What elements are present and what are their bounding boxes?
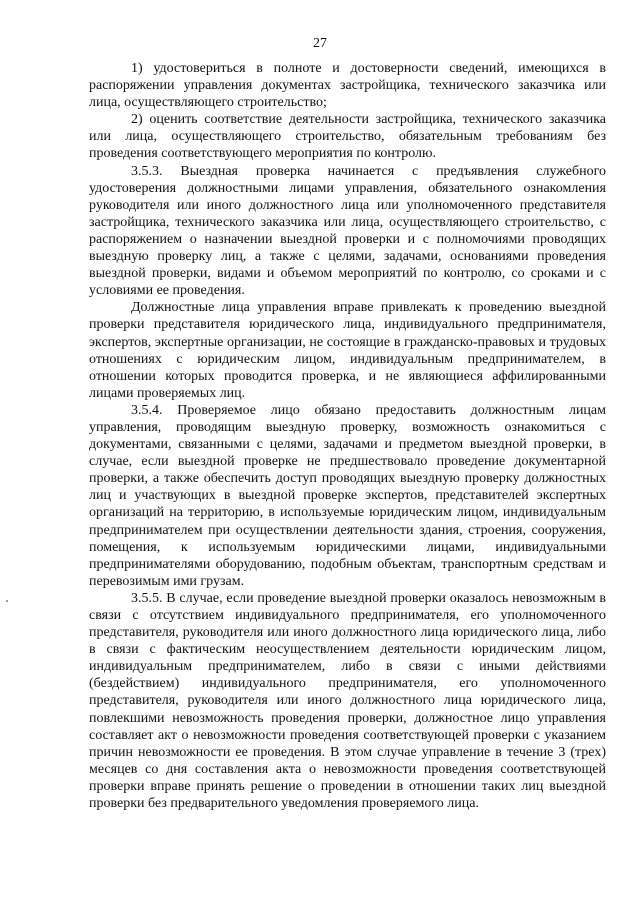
document-body <box>89 60 606 812</box>
paragraph-item-2: 2) оценить соответствие деятельности застройщика, технического заказчика или лица, осуществляющего строительство, обязательным требованиям без проведения соответствующего мероприятия по контролю. <box>89 112 606 162</box>
scan-speck <box>6 600 8 602</box>
page-number: 27 <box>313 36 327 51</box>
paragraph-3-5-3: 3.5.3. Выездная проверка начинается с предъявления служебного удостоверения должностными лицами управления, обязательного ознакомления руководителя или иного должностного лица или уполномоченного представителя застройщика, технического заказчика или лица, осуществляющего строительство, с распоряжением о назначении выездной проверки и с полномочиями проводящих выездную проверку лиц, а также с целями, задачами, основаниями проведения выездной проверки, видами и объемом мероприятий по контролю, со сроками и с условиями ее проведения. <box>89 163 606 299</box>
paragraph-3-5-4: 3.5.4. Проверяемое лицо обязано предоставить должностным лицам управления, проводящим выездную проверку, возможность ознакомиться с документами, связанными с целями, задачами и предметом выездной проверки, в случае, если выездной проверке не предшествовало проведение документарной проверки, а также обеспечить доступ проводящих выездную проверку должностных лиц и участвующих в выездной проверке экспертов, представителей экспертных организаций на территорию, в используемые юридическим лицом, индивидуальным предпринимателем при осуществлении деятельности здания, строения, сооружения, помещения, к используемым юридическими лицами, индивидуальными предпринимателями оборудованию, подобным объектам, транспортным средствам и перевозимым ими грузам. <box>89 402 606 589</box>
paragraph-item-1: 1) удостовериться в полноте и достоверности сведений, имеющихся в распоряжении управления документах застройщика, технического заказчика или лица, осуществляющего строительство; <box>89 61 606 111</box>
paragraph-officials-rights: Должностные лица управления вправе привлекать к проведению выездной проверки представителя юридического лица, индивидуального предпринимателя, экспертов, экспертные организации, не состоящие в гражданско-правовых и трудовых отношениях с юридическим лицом, индивидуальным предпринимателем, в отношении которых проводится проверка, и не являющиеся аффилированными лицами проверяемых лиц. <box>89 300 606 401</box>
paragraph-3-5-5: 3.5.5. В случае, если проведение выездной проверки оказалось невозможным в связи с отсутствием индивидуального предпринимателя, его уполномоченного представителя, руководителя или иного должностного лица юридического лица, либо в связи с фактическим неосуществлением деятельности юридическим лицом, индивидуальным предпринимателем, либо в связи с иными действиями (бездействием) индивидуального предпринимателя, его уполномоченного представителя, руководителя или иного должностного лица юридического лица, повлекшими невозможность проведения проверки, должностное лицо управления составляет акт о невозможности проведения соответствующей проверки с указанием причин невозможности ее проведения. В этом случае управление в течение 3 (трех) месяцев со дня составления акта о невозможности проведения соответствующей проверки вправе принять решение о проведении в отношении таких лиц выездной проверки без предварительного уведомления проверяемого лица. <box>89 590 606 812</box>
